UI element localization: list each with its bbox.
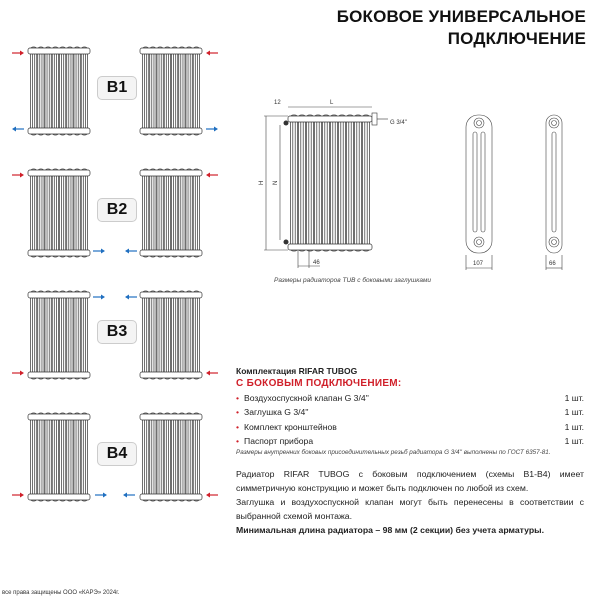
dim-depth-66: 66 [549,261,556,267]
radiator [288,115,372,251]
kit-subheading: С БОКОВЫМ ПОДКЛЮЧЕНИЕМ: [236,378,402,389]
return-arrow-icon [125,249,137,254]
return-arrow-icon [93,295,105,300]
drawing-caption: Размеры радиаторов TUB с боковыми заглушками [274,277,432,284]
return-arrow-icon [125,295,137,300]
bullet-icon: • [236,407,240,417]
supply-arrow-icon [206,51,218,56]
bullet-icon: • [236,421,240,432]
dim-depth-107: 107 [473,261,484,267]
supply-arrow-icon [206,493,218,498]
scheme-label: B3 [97,320,137,344]
list-item: • Паспорт прибора 1 шт. [236,436,584,446]
front-view [284,113,389,251]
supply-arrow-icon [206,371,218,376]
bullet-icon: • [236,392,240,403]
radiator [140,291,202,379]
dim-thread: G 3/4'' [390,120,407,126]
dim-length: L [330,100,334,106]
return-arrow-icon [95,493,107,498]
list-item: • Воздухоспускной клапан G 3/4'' 1 шт. [236,392,584,403]
kit-heading: Комплектация RIFAR TUBOG [236,366,358,376]
supply-arrow-icon [12,173,24,178]
supply-arrow-icon [12,493,24,498]
return-arrow-icon [206,127,218,132]
dim-pitch: 46 [313,260,320,266]
scheme-b2 [0,162,230,262]
list-item: • Заглушка G 3/4'' 1 шт. [236,407,584,417]
dim-height: H [259,180,265,185]
scheme-label: B1 [97,76,137,100]
radiator [28,291,90,379]
radiator [28,413,90,501]
supply-arrow-icon [206,173,218,178]
side-view-107 [466,115,492,270]
supply-arrow-icon [12,51,24,56]
description: Радиатор RIFAR TUBOG с боковым подключением (схемы В1-В4) имеет симметричную конструкцию и может быть подключен по любой из схем. Заглушка и воздухоспускной клапан могут быть перенесены в соответствии с выбранной схемой монтажа. Минимальная длина радиатора – 98 мм (2 секции) без учета арматуры. [236,469,584,535]
radiator [140,47,202,135]
scheme-label: B2 [97,198,137,222]
scheme-b3 [0,284,230,384]
dim-axis: N [273,180,279,185]
return-arrow-icon [12,127,24,132]
copyright: все права защищены ООО «КАРЭ» 2024г. [2,590,120,596]
kit-list [236,366,584,447]
scheme-b1 [0,40,230,140]
radiator [28,169,90,257]
dim-offset: 12 [274,100,281,106]
radiator [28,47,90,135]
return-arrow-icon [123,493,135,498]
dimension-drawing [260,90,600,280]
supply-arrow-icon [12,371,24,376]
page-title: БОКОВОЕ УНИВЕРСАЛЬНОЕ ПОДКЛЮЧЕНИЕ [336,7,586,48]
scheme-b4 [0,406,230,506]
side-view-66 [546,115,562,270]
scheme-label: B4 [97,442,137,466]
bullet-icon: • [236,436,240,446]
thread-note: Размеры внутренних боковых присоединительных резьб радиатора G 3/4'' выполнены по ГОСТ 6357-81. [236,449,551,456]
list-item: • Комплект кронштейнов 1 шт. [236,421,584,432]
radiator [140,169,202,257]
radiator [140,413,202,501]
return-arrow-icon [93,249,105,254]
